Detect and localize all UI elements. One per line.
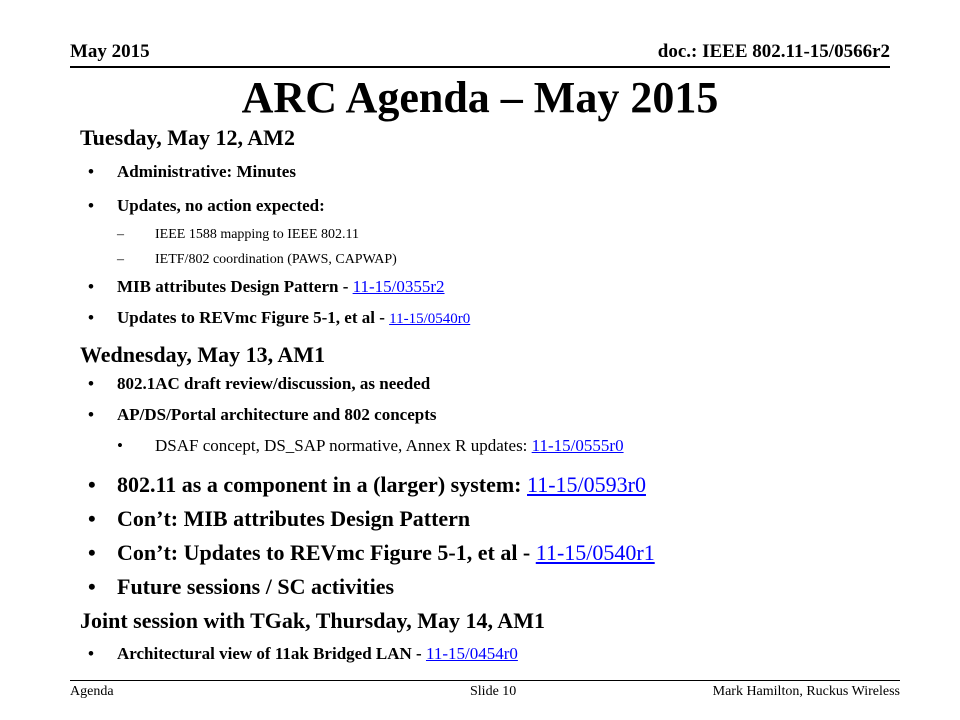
agenda-item-text: DSAF concept, DS_SAP normative, Annex R updates:: [155, 436, 532, 455]
bullet-dot: •: [88, 374, 94, 393]
bullet-dot: •: [88, 405, 94, 424]
agenda-item-text: Updates to REVmc Figure 5-1, et al -: [117, 308, 390, 327]
agenda-item-dsaf: [155, 436, 624, 456]
bullet-dot: •: [88, 162, 94, 181]
sub-dash: –: [117, 252, 124, 267]
bullet-dot: •: [88, 574, 96, 599]
agenda-item-updates: Updates, no action expected:: [117, 196, 325, 215]
doc-link-0355r2[interactable]: 11-15/0355r2: [352, 277, 445, 296]
footer-slide-number: Slide 10: [470, 684, 517, 699]
bullet-dot: •: [88, 540, 96, 565]
section-heading-tuesday: Tuesday, May 12, AM2: [80, 125, 295, 150]
header-date: May 2015: [70, 41, 150, 62]
agenda-item-minutes: Administrative: Minutes: [117, 162, 296, 181]
section-heading-wednesday: Wednesday, May 13, AM1: [80, 342, 326, 367]
doc-link-0540r0[interactable]: 11-15/0540r0: [389, 311, 471, 327]
agenda-item-revmc: [117, 308, 470, 328]
bullet-dot: •: [88, 196, 94, 215]
sub-dash: –: [117, 227, 124, 242]
agenda-item-text: Architectural view of 11ak Bridged LAN -: [117, 644, 426, 663]
bullet-dot: •: [117, 436, 123, 455]
agenda-item-text: MIB attributes Design Pattern -: [117, 277, 353, 296]
agenda-item-future: Future sessions / SC activities: [117, 574, 395, 599]
header-rule: [70, 66, 890, 68]
sub-item-ieee1588: IEEE 1588 mapping to IEEE 802.11: [155, 227, 359, 242]
bullet-dot: •: [88, 506, 96, 531]
section-heading-joint: Joint session with TGak, Thursday, May 14, AM1: [80, 608, 545, 633]
agenda-item-cont-revmc: [117, 540, 655, 566]
agenda-item-text: Con’t: Updates to REVmc Figure 5-1, et al -: [117, 540, 536, 565]
agenda-item-11ak: [117, 644, 518, 664]
bullet-dot: •: [88, 277, 94, 296]
agenda-item-cont-mib: Con’t: MIB attributes Design Pattern: [117, 506, 471, 531]
slide-title: ARC Agenda – May 2015: [241, 73, 719, 122]
bullet-dot: •: [88, 472, 96, 497]
footer-left: Agenda: [70, 684, 114, 699]
doc-link-0454r0[interactable]: 11-15/0454r0: [425, 644, 518, 663]
agenda-item-mib-pattern: [117, 277, 445, 297]
agenda-item-ap-ds-portal: AP/DS/Portal architecture and 802 concepts: [117, 405, 437, 424]
footer-rule: [70, 680, 900, 681]
footer-author: Mark Hamilton, Ruckus Wireless: [712, 684, 900, 699]
header-doc-id: doc.: IEEE 802.11-15/0566r2: [657, 41, 890, 62]
doc-link-0555r0[interactable]: 11-15/0555r0: [531, 436, 624, 455]
doc-link-0540r1[interactable]: 11-15/0540r1: [535, 540, 655, 565]
agenda-item-text: 802.11 as a component in a (larger) system:: [117, 472, 528, 497]
agenda-item-component: [117, 472, 646, 498]
doc-link-0593r0[interactable]: 11-15/0593r0: [527, 472, 646, 497]
bullet-dot: •: [88, 308, 94, 327]
agenda-item-8021ac: 802.1AC draft review/discussion, as needed: [117, 374, 431, 393]
sub-item-ietf: IETF/802 coordination (PAWS, CAPWAP): [155, 252, 397, 267]
bullet-dot: •: [88, 644, 94, 663]
